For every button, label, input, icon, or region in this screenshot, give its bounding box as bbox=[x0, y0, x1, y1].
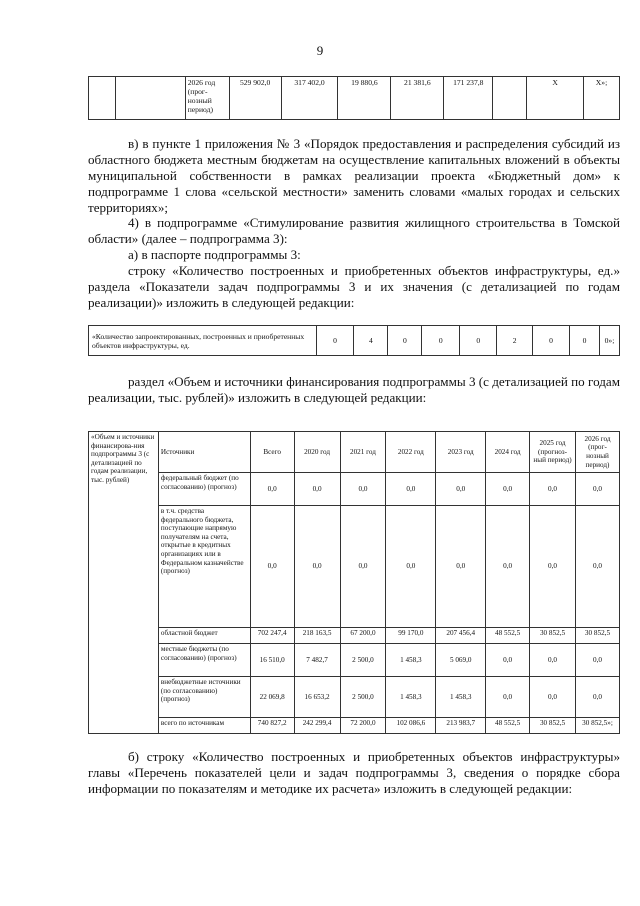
source-cell: всего по источникам bbox=[158, 718, 250, 734]
source-cell: областной бюджет bbox=[158, 628, 250, 644]
value-cell: 2 500,0 bbox=[340, 644, 386, 677]
header-cell: 2024 год bbox=[486, 432, 530, 473]
value-cell: 1 458,3 bbox=[386, 677, 436, 718]
x-last-cell: Х»; bbox=[583, 77, 619, 120]
value-cell: 0,0 bbox=[294, 506, 340, 628]
value-cell: 1 458,3 bbox=[386, 644, 436, 677]
indicator-value: 0 bbox=[422, 326, 460, 356]
indicator-table bbox=[88, 325, 620, 356]
value-cell: 207 456,4 bbox=[436, 628, 486, 644]
header-cell: 2026 год (прог-нозный период) bbox=[575, 432, 619, 473]
value-cell: 0,0 bbox=[530, 473, 576, 506]
value-cell: 30 852,5 bbox=[575, 628, 619, 644]
indicator-value: 0»; bbox=[599, 326, 619, 356]
value-cell: 16 510,0 bbox=[250, 644, 294, 677]
value-cell: 2 500,0 bbox=[340, 677, 386, 718]
value-cell: 5 069,0 bbox=[436, 644, 486, 677]
source-cell: внебюджетные источники (по согласованию) (прогноз) bbox=[158, 677, 250, 718]
value-cell: 0,0 bbox=[386, 506, 436, 628]
indicator-value: 2 bbox=[497, 326, 533, 356]
indicator-value: 0 bbox=[316, 326, 354, 356]
value-cell: 67 200,0 bbox=[340, 628, 386, 644]
value-cell: 0,0 bbox=[575, 506, 619, 628]
x-cell: Х bbox=[527, 77, 584, 120]
value-cell: 0,0 bbox=[575, 473, 619, 506]
value-cell: 0,0 bbox=[486, 677, 530, 718]
value-cell: 529 902,0 bbox=[229, 77, 281, 120]
source-cell: местные бюджеты (по согласованию) (прогноз) bbox=[158, 644, 250, 677]
value-cell: 72 200,0 bbox=[340, 718, 386, 734]
value-cell: 0,0 bbox=[436, 473, 486, 506]
value-cell: 0,0 bbox=[250, 506, 294, 628]
value-cell: 0,0 bbox=[340, 506, 386, 628]
indicator-value: 0 bbox=[533, 326, 570, 356]
paragraph-a: а) в паспорте подпрограммы 3: bbox=[128, 247, 301, 262]
value-cell: 317 402,0 bbox=[281, 77, 338, 120]
value-cell: 21 381,6 bbox=[391, 77, 444, 120]
year-cell: 2026 год (прог-нозный период) bbox=[185, 77, 229, 120]
value-cell: 0,0 bbox=[486, 506, 530, 628]
value-cell: 102 086,6 bbox=[386, 718, 436, 734]
paragraph-v: в) в пункте 1 приложения № 3 «Порядок предоставления и распределения субсидий из областного бюджета местным бюджетам на осуществление капитальных вложений в объекты муниципальной собственности в рамках реализации проекта «Бюджетный дом» к подпрограмме 1 слова «сельской местности» заменить словами «малых городах и сельских территориях»; bbox=[88, 136, 620, 215]
value-cell: 0,0 bbox=[250, 473, 294, 506]
paragraph-razdel: раздел «Объем и источники финансирования подпрограммы 3 (с детализацией по годам реализации, тыс. рублей)» изложить в следующей редакции: bbox=[88, 374, 620, 405]
header-cell: Источники bbox=[158, 432, 250, 473]
finance-row-header: «Объем и источники финансирова-ния подпрограммы 3 (с детализацией по годам реализации, тыс. рублей) bbox=[89, 432, 159, 734]
value-cell: 30 852,5 bbox=[530, 718, 576, 734]
header-cell: Всего bbox=[250, 432, 294, 473]
paragraph-b: б) строку «Количество построенных и приобретенных объектов инфраструктуры» главы «Перечень показателей цели и задач подпрограммы 3, сведения о порядке сбора информации по показателям и методике их расчета» изложить в следующей редакции: bbox=[88, 749, 620, 796]
value-cell: 99 170,0 bbox=[386, 628, 436, 644]
value-cell: 30 852,5 bbox=[530, 628, 576, 644]
value-cell: 19 880,6 bbox=[338, 77, 391, 120]
source-cell: в т.ч. средства федерального бюджета, поступающие напрямую получателям на счета, открытые в кредитных организациях или в Федеральном казначействе (прогноз) bbox=[158, 506, 250, 628]
page-number: 9 bbox=[316, 43, 324, 58]
empty-cell bbox=[493, 77, 527, 120]
value-cell: 0,0 bbox=[530, 506, 576, 628]
value-cell: 1 458,3 bbox=[436, 677, 486, 718]
value-cell: 16 653,2 bbox=[294, 677, 340, 718]
value-cell: 702 247,4 bbox=[250, 628, 294, 644]
value-cell: 0,0 bbox=[530, 677, 576, 718]
value-cell: 242 299,4 bbox=[294, 718, 340, 734]
indicator-value: 4 bbox=[354, 326, 388, 356]
value-cell: 218 163,5 bbox=[294, 628, 340, 644]
value-cell: 0,0 bbox=[575, 644, 619, 677]
value-cell: 171 237,8 bbox=[444, 77, 493, 120]
value-cell: 48 552,5 bbox=[486, 628, 530, 644]
top-table-fragment bbox=[88, 76, 620, 120]
value-cell: 0,0 bbox=[530, 644, 576, 677]
header-cell: 2020 год bbox=[294, 432, 340, 473]
value-cell: 7 482,7 bbox=[294, 644, 340, 677]
value-cell: 0,0 bbox=[436, 506, 486, 628]
finance-table bbox=[88, 431, 620, 734]
paragraph-stroku: строку «Количество построенных и приобретенных объектов инфраструктуры, ед.» раздела «Показатели задач подпрограммы 3 и их значения (с детализацией по годам реализации)» изложить в следующей редакции: bbox=[88, 263, 620, 310]
empty-cell bbox=[89, 77, 116, 120]
value-cell: 0,0 bbox=[340, 473, 386, 506]
indicator-value: 0 bbox=[570, 326, 600, 356]
indicator-value: 0 bbox=[460, 326, 497, 356]
source-cell: федеральный бюджет (по согласованию) (прогноз) bbox=[158, 473, 250, 506]
header-cell: 2021 год bbox=[340, 432, 386, 473]
value-cell: 22 069,8 bbox=[250, 677, 294, 718]
value-cell: 0,0 bbox=[486, 473, 530, 506]
value-cell: 0,0 bbox=[486, 644, 530, 677]
header-cell: 2025 год (прогноз-ный период) bbox=[530, 432, 576, 473]
indicator-value: 0 bbox=[388, 326, 422, 356]
value-cell: 0,0 bbox=[386, 473, 436, 506]
header-cell: 2023 год bbox=[436, 432, 486, 473]
value-cell: 740 827,2 bbox=[250, 718, 294, 734]
value-cell: 30 852,5»; bbox=[575, 718, 619, 734]
value-cell: 48 552,5 bbox=[486, 718, 530, 734]
header-cell: 2022 год bbox=[386, 432, 436, 473]
paragraph-4: 4) в подпрограмме «Стимулирование развития жилищного строительства в Томской области» (далее – подпрограмма 3): bbox=[88, 215, 620, 246]
value-cell: 0,0 bbox=[575, 677, 619, 718]
value-cell: 213 983,7 bbox=[436, 718, 486, 734]
value-cell: 0,0 bbox=[294, 473, 340, 506]
empty-cell bbox=[115, 77, 185, 120]
indicator-label: «Количество запроектированных, построенных и приобретенных объектов инфраструктуры, ед. bbox=[89, 326, 317, 356]
